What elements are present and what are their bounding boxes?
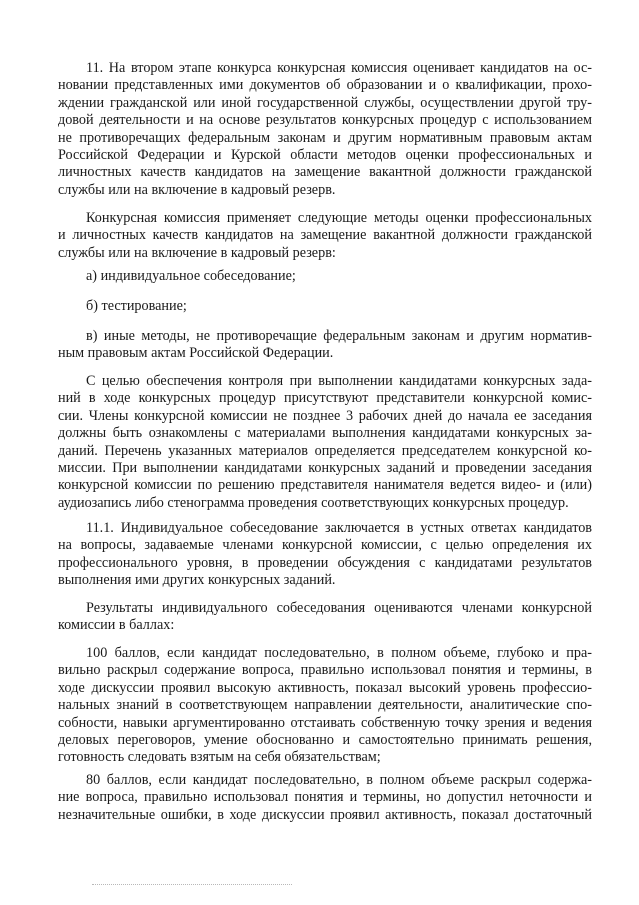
text-line: вильно раскрыл содержание вопроса, правильно использовал понятия и термины, в (58, 662, 592, 679)
text-line: а) индивидуальное собеседование; (86, 268, 296, 284)
text-line: сии. Члены конкурсной комиссии не позднее 3 рабочих дней до начала ее заседания (58, 407, 592, 424)
text-line: С целью обеспечения контроля при выполнении кандидатами конкурсных зада- (86, 373, 592, 389)
text-line: ний в ходе конкурсных процедур присутствуют представители конкурсной комис- (58, 390, 592, 407)
text-line: службы или на включение в кадровый резерв. (58, 181, 336, 198)
paragraph-100-points (58, 645, 592, 767)
text-line: Российской Федерации и Курской области методов оценки профессиональных и (58, 147, 592, 164)
text-line: ходе дискуссии проявил высокую активность, показал высокий уровень профессио- (58, 679, 592, 696)
list-item-b (58, 298, 592, 315)
text-line: конкурсной комиссии по решению представителя нанимателя ведется видео- и (или) (58, 477, 592, 494)
paragraph-control (58, 373, 592, 512)
text-line: в) иные методы, не противоречащие федеральным законам и другим норматив- (86, 328, 592, 344)
text-line: собности, навыки аргументированно отстаивать собственную точку зрения и ведения (58, 714, 592, 731)
text-line: ждении гражданской или иной государственной службы, осуществлении другой тру- (58, 94, 592, 111)
text-line: аудиозапись либо стенограмма проведения соответствующих конкурсных процедур. (58, 494, 569, 511)
text-line: новании представленных ими документов об образовании и о квалификации, прохо- (58, 77, 592, 94)
paragraph-11-1 (58, 520, 592, 590)
text-line: незначительные ошибки, в ходе дискуссии проявил активность, показал достаточный (58, 806, 592, 823)
text-line: должны быть ознакомлены с материалами выполнения кандидатами конкурсных за- (58, 425, 592, 442)
text-line: 11.1. Индивидуальное собеседование заключается в устных ответах кандидатов (86, 520, 592, 536)
text-line: выполнения ими других конкурсных заданий. (58, 572, 336, 589)
paragraph-methods-intro (58, 210, 592, 262)
text-line: профессионального уровня, в проведении обсуждения с кандидатами результатов (58, 554, 592, 571)
text-line: даний. Перечень указанных материалов определяется председателем конкурсной ко- (58, 442, 592, 459)
list-item-c (58, 328, 592, 363)
text-line: б) тестирование; (86, 298, 187, 314)
text-line: на вопросы, задаваемые членами конкурсной комиссии, с целью определения их (58, 537, 592, 554)
text-line: и личностных качеств кандидатов на замещение вакантной должности гражданской (58, 227, 592, 244)
text-line: 100 баллов, если кандидат последовательно, в полном объеме, глубоко и пра- (86, 645, 592, 661)
text-line: 80 баллов, если кандидат последовательно, в полном объеме раскрыл содержа- (86, 772, 592, 788)
text-line: не противоречащих федеральным законам и другим нормативным правовым актам (58, 129, 592, 146)
text-line: службы или на включение в кадровый резерв: (58, 244, 336, 261)
paragraph-results (58, 600, 592, 635)
text-line: готовность следовать взятым на себя обязательствам; (58, 749, 381, 766)
text-line: ние вопроса, правильно использовал понятия и термины, но допустил неточности и (58, 789, 592, 806)
text-line: 11. На втором этапе конкурса конкурсная комиссия оценивает кандидатов на ос- (86, 60, 592, 76)
text-line: миссии. При выполнении кандидатами конкурсных заданий и проведении заседания (58, 460, 592, 477)
paragraph-11 (58, 60, 592, 199)
text-line: ным правовым актам Российской Федерации. (58, 345, 334, 362)
text-line: деловых переговоров, умение обоснованно и самостоятельно принимать решения, (58, 732, 592, 749)
list-item-a (58, 268, 592, 285)
text-line: Результаты индивидуального собеседования оцениваются членами конкурсной (86, 600, 592, 616)
text-line: личностных качеств кандидатов на замещение вакантной должности гражданской (58, 164, 592, 181)
paragraph-80-points (58, 772, 592, 824)
text-line: нальных знаний в соответствующем направлении деятельности, аналитические спо- (58, 697, 592, 714)
footer-divider (92, 884, 292, 886)
text-line: довой деятельности и на основе результатов конкурсных процедур с использованием (58, 112, 592, 129)
text-line: комиссии в баллах: (58, 617, 175, 634)
text-line: Конкурсная комиссия применяет следующие методы оценки профессиональных (86, 210, 592, 226)
